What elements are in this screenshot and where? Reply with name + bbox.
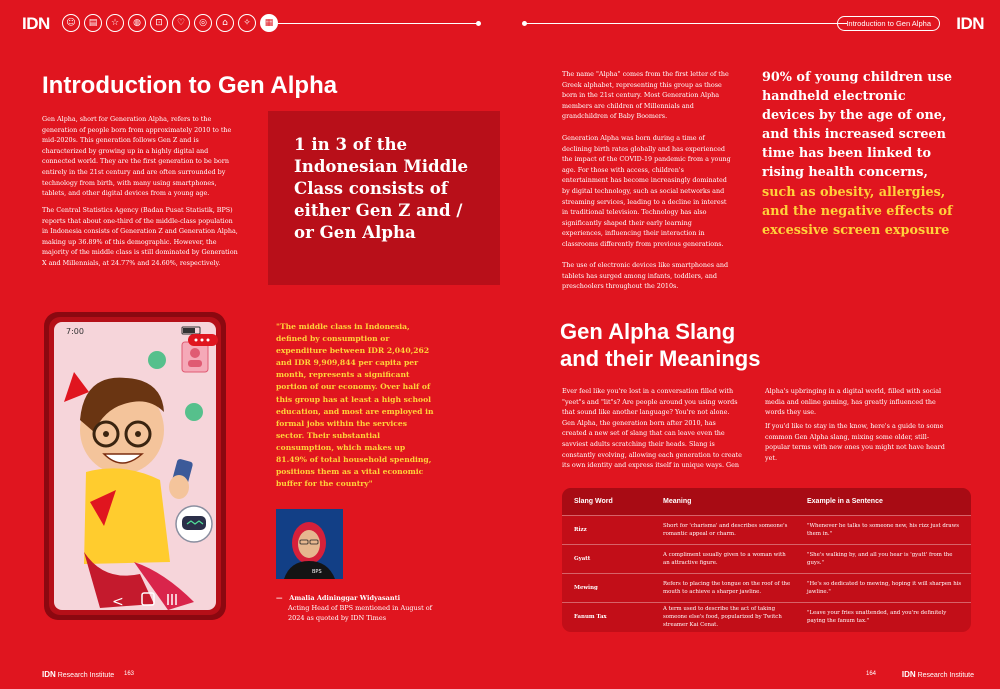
slang-example: "Leave your fries unattended, and you're definitely paying the fanum tax.": [807, 610, 947, 624]
home-icon[interactable]: ⌂: [216, 14, 234, 32]
slang-guide-paragraph: If you'd like to stay in the know, here's a guide to some common Gen Alpha slang, mixing some older, still-popular terms with new ones you might not have heard yet.: [765, 422, 945, 462]
page-number-left: 163: [124, 671, 135, 677]
idn-logo-right[interactable]: IDN: [956, 14, 984, 33]
friend-icon-2: [185, 403, 203, 421]
col-header-meaning: Meaning: [663, 498, 692, 505]
people-icon[interactable]: ☺: [62, 14, 80, 32]
phone-clock: 7:00: [66, 327, 84, 336]
header-line-right: [525, 23, 847, 24]
footer-brand-right: [902, 670, 974, 679]
footer-logo-left: IDN: [42, 670, 56, 679]
slang-meaning: A compliment usually given to a woman with an attractive figure.: [663, 552, 786, 566]
birth-rate-paragraph: Generation Alpha was born during a time of declining birth rates globally and has experienced the impact of the COVID-19 pandemic from a young age. For those with access, children's entertainment has become increasingly dominated by digital technology, such as social networks and streaming services, leading to a decline in interest in traditional television. Technology has also significantly shaped their early learning experiences, influencing their interaction in classrooms differently from previous generations.: [562, 134, 731, 248]
friend-icon-1: [148, 351, 166, 369]
footer-brand-left: [42, 670, 114, 679]
intro-paragraph-1: Gen Alpha, short for Generation Alpha, refers to the generation of people born from approximately 2010 to the mid-2020s. This generation follows Gen Z and is characterized by growing up in a highly digital and connected world. They are the first generation to be born entirely in the 21st century and are often surrounded by technology from birth, with many using smartphones, tablets, and other digital devices from a young age.: [42, 115, 232, 198]
intro-paragraph-2: The Central Statistics Agency (Badan Pusat Statistik, BPS) reports that about one-third of the middle-class population in Indonesia consists of Generation Z and Generation Alpha, making up 36.89% of this demographic. However, the majority of the middle class is still dominated by Generation X and Millennials, at 24.77% and 24.60%, respectively.: [42, 206, 238, 267]
phone-illustration: [44, 312, 228, 622]
header-dot-left: [476, 21, 481, 26]
slang-word: Mewing: [574, 585, 598, 591]
photo-logo-text: BPS: [312, 569, 322, 575]
slang-title-line-2: and their Meanings: [560, 346, 761, 371]
slang-meaning: Short for 'charisma' and describes someone's romantic appeal or charm.: [663, 523, 788, 537]
slang-example: "Whenever he talks to someone new, his rizz just draws them in.": [807, 523, 960, 537]
screen-time-callout: [762, 68, 962, 240]
section-label: Introduction to Gen Alpha: [837, 16, 940, 31]
attribution-name-row: — Amalia Adininggar Widyasanti: [276, 594, 401, 602]
slang-section-title: [560, 318, 760, 372]
col-header-example: Example in a Sentence: [807, 498, 883, 505]
globe-icon[interactable]: ◍: [128, 14, 146, 32]
devices-paragraph: The use of electronic devices like smartphones and tablets has surged among infants, toddlers, and preschoolers throughout the 2010s.: [562, 261, 729, 291]
header-line-left: [278, 23, 478, 24]
attribution-role: Acting Head of BPS mentioned in August of 2024 as quoted by IDN Times: [288, 603, 433, 622]
footer-brand-suffix-left: Research Institute: [57, 672, 115, 679]
alpha-name-paragraph: The name "Alpha" comes from the first letter of the Greek alphabet, representing this group as those born in the 21st century. Most Generation Alpha members are children of Millennials and grandchildren of Baby Boomers.: [562, 70, 729, 121]
chapter-nav: [62, 14, 278, 32]
speaker-photo: [276, 509, 343, 579]
col-header-slang: Slang Word: [574, 498, 613, 505]
slang-meaning: A term used to describe the act of taking someone else's food, popularized by Twitch streamer Kai Cenat.: [663, 606, 782, 628]
slang-title-line-1: Gen Alpha Slang: [560, 319, 736, 344]
chart-icon[interactable]: ▤: [84, 14, 102, 32]
target-icon[interactable]: ◎: [194, 14, 212, 32]
idn-logo-left[interactable]: IDN: [22, 14, 50, 33]
slang-table: [562, 488, 971, 632]
screen-time-callout-yellow: such as obesity, allergies, and the negative effects of excessive screen exposure: [762, 184, 953, 238]
attribution-name: Amalia Adininggar Widyasanti: [289, 594, 401, 602]
slang-word: Fanum Tax: [574, 614, 607, 620]
phone-back-icon: <: [112, 594, 124, 610]
footer-brand-suffix-right: Research Institute: [917, 672, 974, 679]
stat-callout-text: 1 in 3 of the Indonesian Middle Class consists of either Gen Z and / or Gen Alpha: [294, 134, 469, 242]
slang-word: Rizz: [574, 527, 587, 533]
screen-time-callout-white: 90% of young children use handheld electronic devices by the age of one, and this increased screen time has been linked to rising health concerns,: [762, 70, 952, 181]
book-icon[interactable]: ▦: [260, 14, 278, 32]
cart-icon[interactable]: ⊡: [150, 14, 168, 32]
page-number-right: 164: [866, 671, 877, 677]
table-row: [562, 573, 971, 602]
slang-example: "He's so dedicated to mewing, hoping it will sharpen his jawline.": [807, 581, 962, 595]
table-row: [562, 515, 971, 544]
slang-example: "She's walking by, and all you hear is 'gyatt' from the guys.": [807, 552, 953, 566]
quote-attribution: [276, 594, 436, 623]
footer-logo-right: IDN: [901, 670, 916, 679]
slang-intro-paragraph: Ever feel like you're lost in a conversation filled with "yeet"s and "lit"s? Are people around you using words that sound like another language? You're not alone. Gen Alpha, the generation born after 2010, has created a new set of slang that can leave even the savviest adults scratching their heads. Slang is constantly evolving, allowing each generation to create its own identity and express itself in unique ways. Gen: [562, 387, 742, 470]
slang-meaning: Refers to placing the tongue on the roof of the mouth to achieve a sharper jawline.: [663, 581, 791, 595]
heart-icon[interactable]: ♡: [172, 14, 190, 32]
bulb-icon[interactable]: ✧: [238, 14, 256, 32]
bps-quote: "The middle class in Indonesia, defined by consumption or expenditure between IDR 2,040,262 and IDR 9,909,844 per capita per month, represents a significant portion of our economy. Over half of this group has at least a high school education, and most are employed in formal jobs within the services sector. Their substantial consumption, which makes up 81.49% of total household spending, positions them as a vital economic buffer for the country": [276, 322, 434, 489]
slang-digital-paragraph: Alpha's upbringing in a digital world, filled with social media and online gaming, has greatly influenced the words they use.: [765, 387, 942, 417]
table-row: [562, 544, 971, 573]
page-title: Introduction to Gen Alpha: [42, 72, 338, 99]
table-row: [562, 602, 971, 631]
slang-word: Gyatt: [574, 556, 591, 562]
stat-callout-box: [268, 111, 500, 285]
slang-table-header: [562, 488, 971, 515]
star-icon[interactable]: ☆: [106, 14, 124, 32]
